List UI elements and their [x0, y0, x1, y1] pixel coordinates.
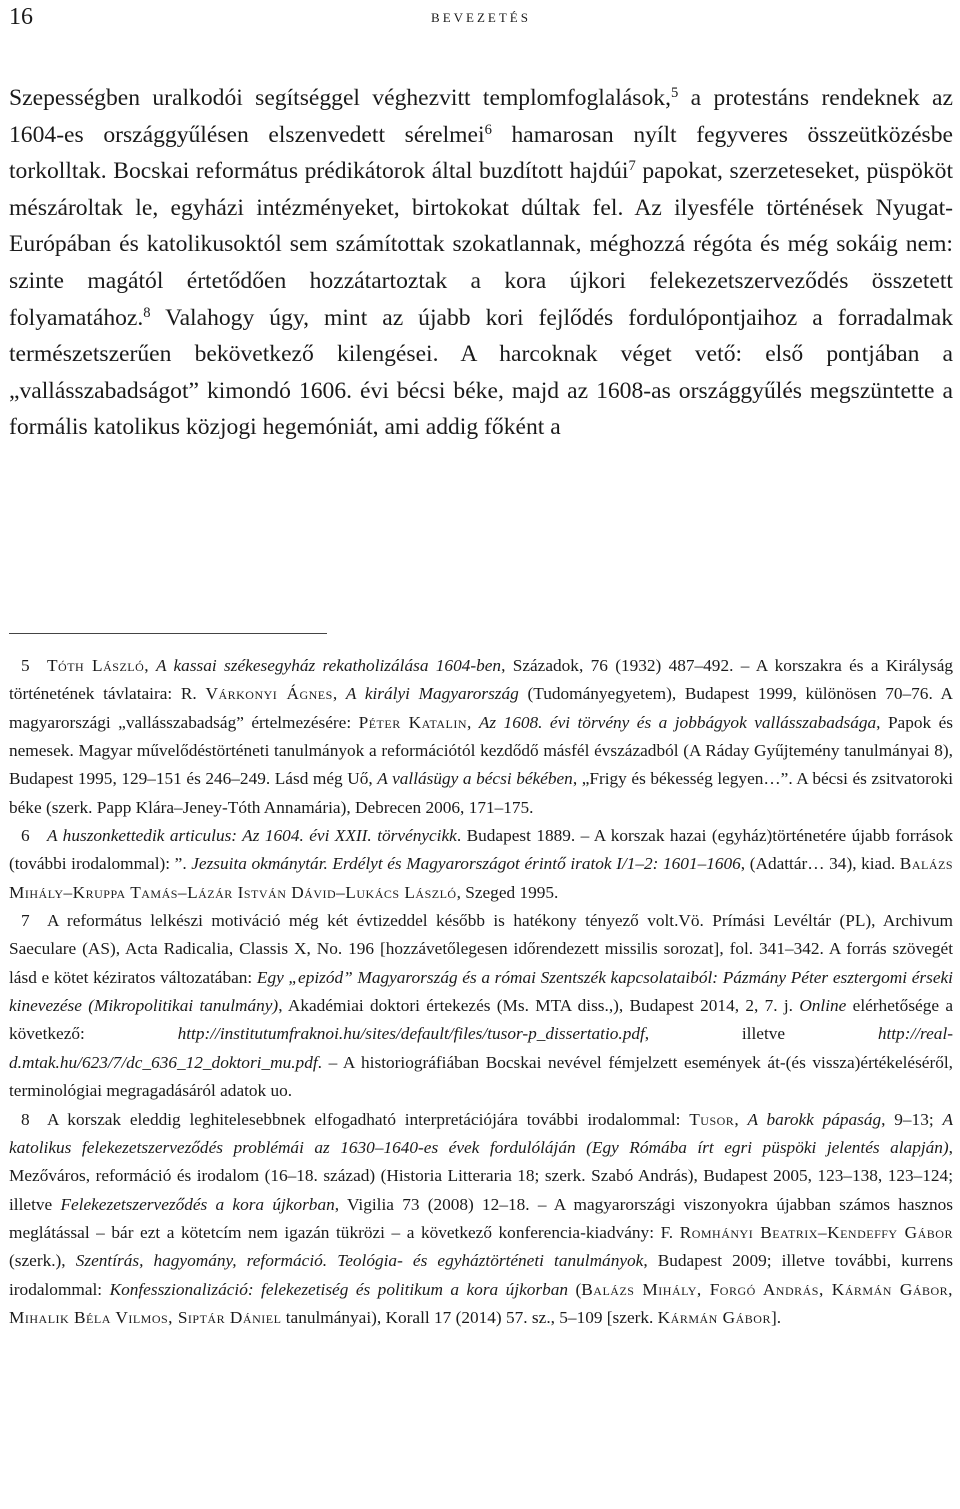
- url-link[interactable]: http://real-d.mtak.hu/623/7/dc_636_12_doktori_mu.pdf: [9, 1024, 954, 1072]
- footnote-ref-6[interactable]: 6: [484, 121, 492, 138]
- text-run: A korszak eleddig leghitelesebbnek elfogadható interpretációjára további irodalommal:: [47, 1109, 690, 1129]
- text-run: ,: [332, 684, 346, 704]
- text-run: , Budapest 2009; illetve további, kurrens irodalommal:: [9, 1251, 953, 1299]
- text-run: tanulmányai), Korall 17 (2014) 57. sz., 5–109 [szerk.: [281, 1307, 658, 1327]
- work-title: Az 1608. évi törvény és a jobbágyok vallásszabadsága: [478, 712, 877, 732]
- work-title: A barokk pápaság: [747, 1109, 882, 1129]
- text-run: . Budapest 1889. – A korszak hazai (egyház)történetére újabb források (további irodalommal): ”.: [9, 826, 953, 874]
- author-name: Balázs Mihály, Forgó András, Kármán Gábor, Mihalik Béla Vilmos, Siptár Dániel: [9, 1279, 954, 1327]
- text-run: , Századok, 76 (1932) 487–492. – A korszakra és a Királyság történetének távlataira: R.: [9, 656, 954, 704]
- text-run: , Mezőváros, reformáció és irodalom (16–18. század) (Historia Litteraria 18; szerk. Szabó András), Budapest 2005, 123–138, 123–124; illetve: [9, 1137, 953, 1214]
- text-run: ].: [770, 1307, 782, 1327]
- text-run: (szerk.),: [9, 1251, 76, 1271]
- footnote-number: 8: [21, 1109, 30, 1129]
- text-run: ,: [368, 769, 378, 789]
- text-run: , illetve: [644, 1024, 878, 1044]
- author-name: Péter Katalin: [358, 712, 468, 732]
- page-number: 16: [9, 4, 33, 30]
- url-link[interactable]: http://institutumfraknoi.hu/sites/default/files/tusor-p_dissertatio.pdf: [177, 1024, 645, 1044]
- text-run: Szepességben uralkodói segítséggel véghezvitt templomfoglalások,: [9, 85, 671, 111]
- text-run: papokat, szerzeteseket, püspököt mészároltak le, egyházi intézményeket, birtokokat dúltak fel. Az ilyesféle történések Nyugat-Európában és katolikusoktól sem számítottak szokatlannak, méghozzá régóta és még sokáig nem: szinte magától értetődően hozzátartoztak a kora újkori felekezetszerveződés összetett folyamatához.: [9, 158, 953, 331]
- text-run: ,: [734, 1109, 748, 1129]
- main-text: [9, 80, 953, 446]
- work-title: A katolikus felekezetszerveződés problémái az 1630–1640-es évek fordulóláján (Egy Rómába írt egri püspöki jelentés alapján): [9, 1109, 953, 1157]
- work-title: Egy „epizód” Magyarország és a római Szentszék kapcsolataiból: Pázmány Péter esztergomi érseki kinevezése (Mikropolitikai tanulmány): [9, 967, 953, 1016]
- text-run: , 9–13;: [881, 1109, 943, 1129]
- work-title: Jezsuita okmánytár. Erdélyt és Magyarországot érintő iratok I/1–2: 1601–1606: [191, 854, 741, 874]
- text-run: . – A historiográfiában Bocskai nevével fémjelzett események át-(és vissza)értékeléséről, terminológiai megragadásáról adatok uo.: [9, 1052, 953, 1101]
- footnote-7: [9, 907, 953, 1105]
- text-run: Valahogy úgy, mint az újabb kori fejlődés fordulópontjaihoz a forradalmak természetszerűen bekövetkező kilengései. A harcoknak véget vető: első pontjában a „vallásszabadságot” kimondó 1606. évi bécsi béke, majd az 1608-as országgyűlés megszüntette a formális katolikus közjogi hegemóniát, ami addig főként a: [9, 304, 953, 441]
- author-name: Tusor: [689, 1109, 735, 1129]
- text-run: hamarosan nyílt fegyveres összeütközésbe torkolltak. Bocskai református prédikátorok által buzdított hajdúi: [9, 121, 954, 185]
- footnote-ref-7[interactable]: 7: [628, 158, 636, 175]
- text-run: elérhetősége a következő:: [9, 996, 953, 1044]
- work-title: A királyi Magyarország: [345, 684, 519, 704]
- author-name: Várkonyi Ágnes: [205, 684, 333, 704]
- author-name: Tóth László: [47, 656, 145, 675]
- footnote-5: 5 Tóth László, A kassai székesegyház rekatholizálása 1604-ben, Századok, 76 (1932) 487–492. – A korszakra és a Királyság történetének távlataira: R. Várkonyi Ágnes, A királyi Magyarország (Tudományegyetem), Budapest 1999, különösen 70–76. A magyarországi „vallásszabadság” értelmezésére: Péter Katalin, Az 1608. évi törvény és a jobbágyok vallásszabadsága, Papok és nemesek. Magyar művelődéstörténeti tanulmányok a reformációtól kezdődő másfél évszázadból (A Ráday Gyűjtemény tanulmányai 8), Budapest 1995, 129–151 és 246–249. Lásd még Uő, A vallásügy a bécsi békében, „Frigy és békesség legyen…”. A bécsi és zsitvatoroki béke (szerk. Papp Klára–Jeney-Tóth Annamária), Debrecen 2006, 171–175.: [9, 652, 953, 822]
- footnote-ref-8[interactable]: 8: [143, 304, 151, 321]
- text-run: A református lelkészi motiváció még két évtizeddel később is hatékony tényező volt.Vö. Prímási Levéltár (PL), Archivum Saeculare (AS), Acta Radicalia, Classis X, No. 196 [hozzávetőlegesen időrendezett missilis sorozat], fol. 341–342. A forrás szövegét lásd e kötet kéziratos változatában:: [9, 911, 953, 987]
- running-head: [9, 4, 953, 32]
- footnote-8: [9, 1106, 953, 1333]
- footnote-number: 5: [21, 656, 30, 675]
- text-run: (Tudományegyetem), Budapest 1999, különösen 70–76. A magyarországi „vallásszabadság” értelmezésére:: [9, 684, 954, 732]
- work-title: A vallásügy a bécsi békében: [377, 769, 573, 789]
- author-name: Uő: [347, 769, 369, 789]
- text-run: , Szeged 1995.: [456, 882, 559, 902]
- work-title: A kassai székesegyház rekatholizálása 1604-ben: [155, 656, 502, 675]
- author-name: Romhányi Beatrix–Kendeffy Gábor: [679, 1222, 953, 1242]
- author-name: Balázs Mihály–Kruppa Tamás–Lázár István Dávid–Lukács László: [9, 854, 953, 902]
- text-run: (: [568, 1279, 582, 1299]
- text-run: , Akadémiai doktori értekezés (Ms. MTA diss.,), Budapest 2014, 2, 7. j.: [278, 996, 800, 1016]
- main-paragraph: [9, 80, 953, 446]
- footnote-number: 7: [21, 911, 30, 931]
- emphasis: Online: [799, 996, 847, 1016]
- work-title: Felekezetszerveződés a kora újkorban: [60, 1194, 335, 1214]
- text-run: , „Frigy és békesség legyen…”. A bécsi és zsitvatoroki béke (szerk. Papp Klára–Jeney-Tóth Annamária), Debrecen 2006, 171–175.: [9, 769, 954, 817]
- text-run: a protestáns rendeknek az 1604-es országgyűlésen elszenvedett sérelmei: [9, 85, 953, 148]
- text-run: , (Adattár… 34), kiad.: [740, 854, 900, 874]
- work-title: Szentírás, hagyomány, reformáció. Teológia- és egyháztörténeti tanulmányok: [75, 1251, 644, 1271]
- author-name: Kármán Gábor: [657, 1307, 771, 1327]
- text-run: , Papok és nemesek. Magyar művelődéstörténeti tanulmányok a reformációtól kezdődő másfél évszázadból (A Ráday Gyűjtemény tanulmányai 8), Budapest 1995, 129–151 és 246–249. Lásd még: [9, 712, 954, 789]
- footnote-number: 6: [21, 826, 30, 846]
- work-title: A huszonkettedik articulus: Az 1604. évi XXII. törvénycikk: [47, 826, 457, 846]
- work-title: Konfesszionalizáció: felekezetiség és politikum a kora újkorban: [109, 1279, 569, 1299]
- footnote-separator: [9, 633, 327, 634]
- footnotes: [9, 652, 953, 1332]
- footnote-ref-5[interactable]: 5: [670, 84, 679, 101]
- text-run: ,: [467, 712, 479, 732]
- footnote-6: [9, 822, 953, 907]
- text-run: , Vigilia 73 (2008) 12–18. – A magyarországi viszonyokra újabban számos hasznos meglátással – bár ezt a kötetcím nem igazán tükrözi – a következő konferencia-kiadvány: F.: [9, 1194, 953, 1242]
- section-title: bevezetés: [431, 6, 531, 26]
